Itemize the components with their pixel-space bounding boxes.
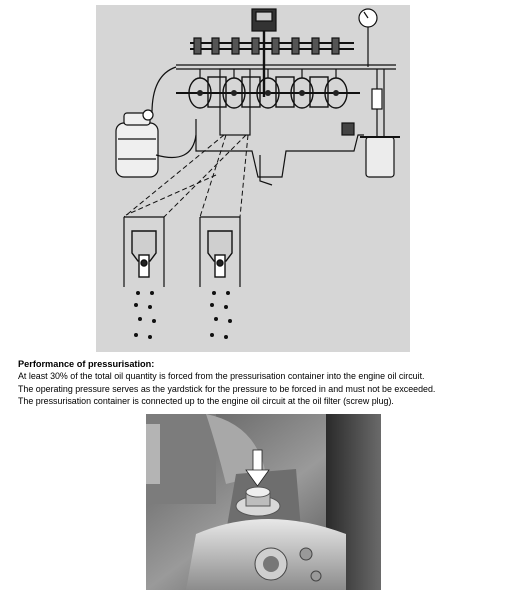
oil-circuit-diagram	[96, 5, 410, 352]
caption-line-1: At least 30% of the total oil quantity is forced from the pressurisation container into the engine oil circuit.	[18, 371, 425, 381]
pressurisation-container-icon	[116, 123, 158, 177]
caption-line-2: The operating pressure serves as the yardstick for the pressure to be forced in and must not be exceeded.	[18, 383, 436, 394]
oil-filter-photo	[146, 414, 381, 590]
oil-filter-icon	[366, 137, 394, 177]
caption-title: Performance of pressurisation:	[18, 359, 155, 369]
caption-block	[18, 358, 504, 408]
engine-oil-circuit-diagram	[96, 5, 410, 352]
check-valve-icon	[372, 89, 382, 109]
photo-illustration	[146, 414, 381, 590]
caption-line-3: The pressurisation container is connected up to the engine oil circuit at the oil filter (screw plug).	[18, 396, 394, 406]
